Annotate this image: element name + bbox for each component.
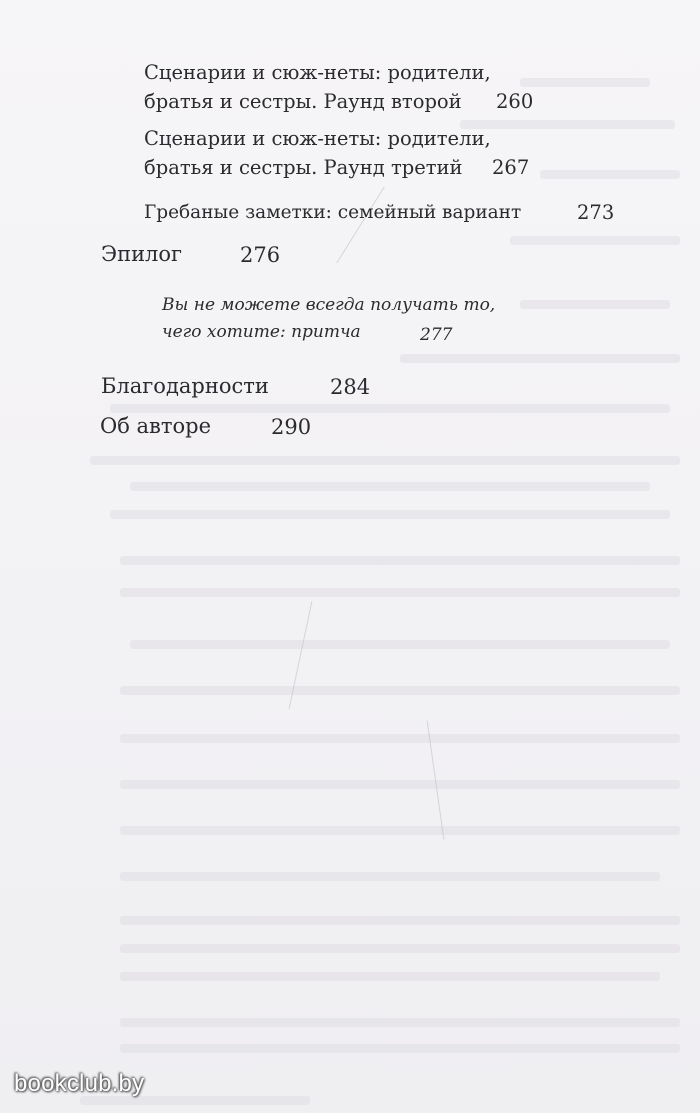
- toc-entry-title-line-2: чего хотите: притча: [162, 322, 361, 342]
- bleed-through-line: [520, 78, 650, 87]
- toc-page-number: 267: [492, 156, 530, 179]
- toc-page-number: 277: [420, 325, 453, 345]
- bleed-through-line: [120, 872, 660, 881]
- bleed-through-line: [400, 354, 680, 363]
- bleed-through-line: [120, 686, 680, 695]
- toc-entry-title: Гребаные заметки: семейный вариант: [144, 202, 522, 223]
- toc-entry-title-line-1: Сценарии и сюж-неты: родители,: [144, 127, 491, 150]
- bleed-through-line: [120, 826, 680, 835]
- site-watermark: bookclub.by: [14, 1070, 145, 1097]
- toc-entry-family-notes: [144, 198, 521, 227]
- toc-entry-title-line-2: братья и сестры. Раунд третий: [144, 156, 463, 179]
- bleed-through-line: [90, 456, 680, 465]
- toc-entry-scenarios-round-2: [144, 58, 491, 116]
- bleed-through-line: [110, 510, 670, 519]
- bleed-through-line: [120, 1044, 680, 1053]
- bleed-through-line: [120, 734, 680, 743]
- toc-entry-title: Эпилог: [101, 242, 183, 266]
- toc-page-number: 276: [240, 243, 281, 267]
- toc-entry-scenarios-round-3: [144, 124, 491, 182]
- toc-entry-epilogue: [101, 240, 182, 269]
- toc-entry-title-line-2: братья и сестры. Раунд второй: [144, 90, 462, 113]
- toc-page-number: 290: [271, 415, 312, 439]
- toc-page-number: 284: [330, 375, 371, 399]
- bleed-through-line: [460, 120, 675, 129]
- bleed-through-line: [130, 482, 650, 491]
- toc-page-number: 260: [496, 90, 534, 113]
- bleed-through-line: [520, 300, 670, 309]
- toc-entry-title-line-1: Вы не можете всегда получать то,: [162, 295, 496, 315]
- bleed-through-line: [120, 780, 680, 789]
- toc-entry-title-line-1: Сценарии и сюж-неты: родители,: [144, 61, 491, 84]
- toc-entry-acknowledgements: [101, 372, 269, 401]
- bleed-through-line: [120, 972, 660, 981]
- bleed-through-line: [120, 944, 680, 953]
- bleed-through-line: [120, 1018, 680, 1027]
- toc-page-number: 273: [577, 201, 615, 224]
- toc-entry-title: Об авторе: [100, 414, 212, 438]
- bleed-through-line: [120, 916, 680, 925]
- toc-entry-about-author: [100, 412, 211, 441]
- bleed-through-line: [120, 588, 680, 597]
- toc-entry-title: Благодарности: [101, 374, 269, 398]
- bleed-through-line: [120, 556, 680, 565]
- bleed-through-line: [130, 640, 670, 649]
- bleed-through-line: [540, 170, 680, 179]
- bleed-through-line: [510, 236, 680, 245]
